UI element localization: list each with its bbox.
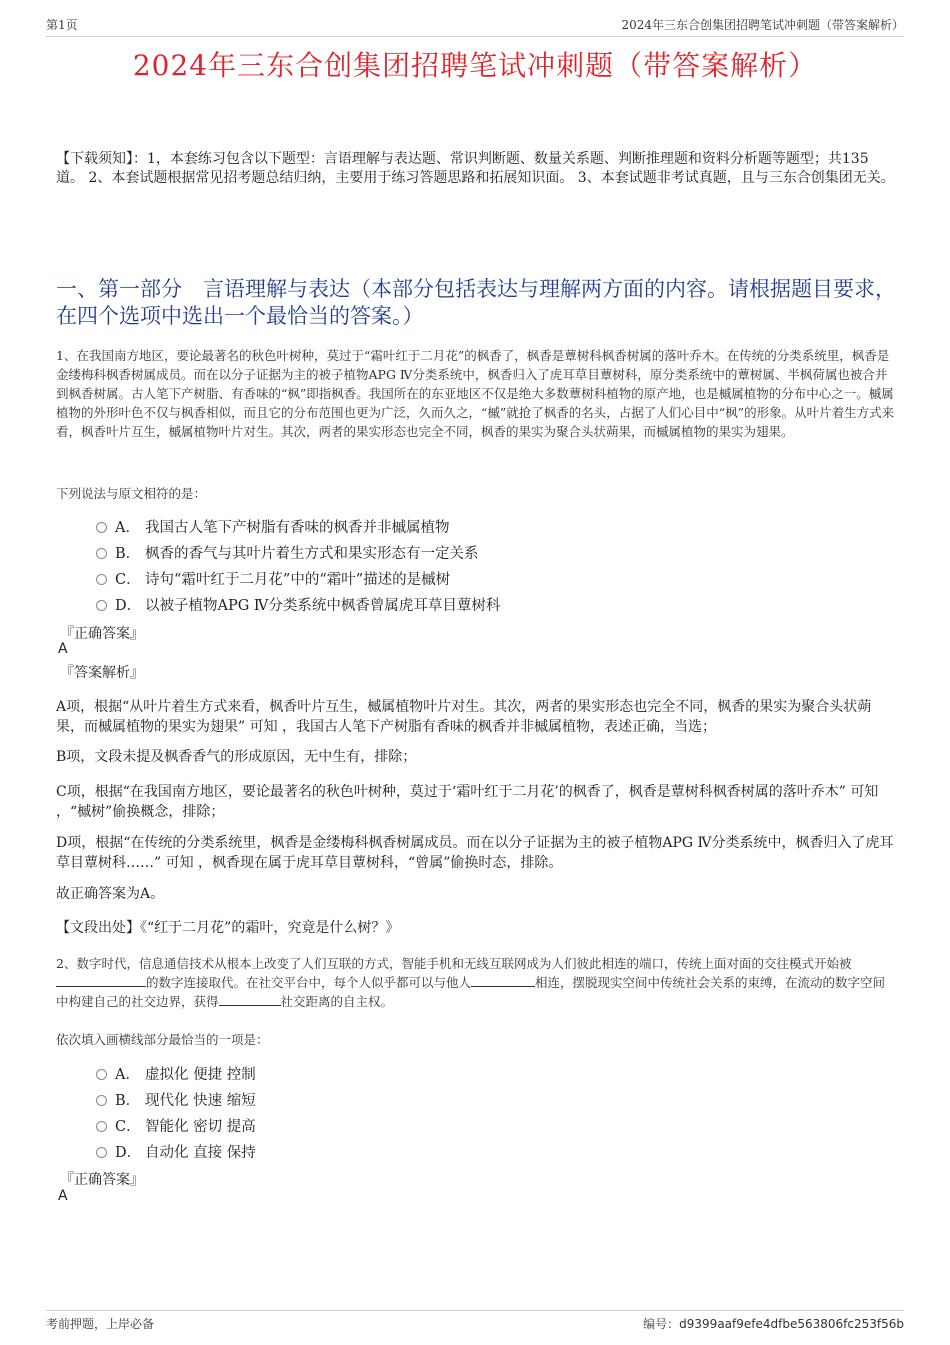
correct-answer-value: A: [58, 641, 68, 657]
fill-blank-2[interactable]: [471, 974, 535, 987]
question-1-option-d[interactable]: D． 以被子植物APG Ⅳ分类系统中枫香曾属虎耳草目蕈树科: [96, 594, 500, 615]
analysis-label: 『答案解析』: [60, 665, 144, 681]
radio-icon[interactable]: [96, 600, 107, 611]
radio-icon[interactable]: [96, 574, 107, 585]
radio-icon[interactable]: [96, 1121, 107, 1132]
footer-document-id: 编号：d9399aaf9efe4dfbe563806fc253f56b: [643, 1317, 904, 1331]
question-2-option-d[interactable]: D． 自动化 直接 保持: [96, 1141, 256, 1162]
question-2-option-c[interactable]: C． 智能化 密切 提高: [96, 1115, 256, 1136]
correct-answer-label: 『正确答案』: [60, 626, 144, 642]
correct-answer-label: 『正确答案』: [60, 1172, 144, 1188]
footer-slogan: 考前押题，上岸必备: [46, 1317, 155, 1331]
question-1-option-a[interactable]: A． 我国古人笔下产树脂有香味的枫香并非槭属植物: [96, 516, 450, 537]
document-title: 2024年三东合创集团招聘笔试冲刺题（带答案解析）: [132, 49, 818, 82]
page-footer: [46, 1310, 904, 1333]
question-2-passage: 2、数字时代，信息通信技术从根本上改变了人们互联的方式，智能手机和无线互联网成为人们彼此相连的端口，传统上面对面的交往模式开始被的数字连接取代。在社交平台中，每个人似乎都可以与他人 相连，摆脱现实空间中传统社会关系的束缚，在流动的数字空间中构建自己的社交边界，获得 社交距离的自主权。: [56, 956, 886, 1009]
analysis-b: B项，文段未提及枫香香气的形成原因，无中生有，排除；: [56, 749, 417, 765]
passage-source: 【文段出处】《“红于二月花”的霜叶，究竟是什么树？》: [56, 920, 400, 936]
radio-icon[interactable]: [96, 1069, 107, 1080]
analysis-d: D项，根据“在传统的分类系统里，枫香是金缕梅科枫香树属成员。而在以分子证据为主的被子植物APG Ⅳ分类系统中，枫香归入了虎耳草目蕈树科……” 可知 ，枫香现在属于虎耳草目蕈树科，“曾属”偷换时态，排除。: [56, 835, 894, 871]
question-2-prompt: 依次填入画横线部分最恰当的一项是：: [56, 1032, 269, 1047]
section-title: 一、第一部分 言语理解与表达（本部分包括表达与理解两方面的内容。请根据题目要求，在四个选项中选出一个最恰当的答案。）: [56, 277, 896, 328]
page-number: 第1页: [46, 18, 78, 32]
analysis-c: C项，根据“在我国南方地区，要论最著名的秋色叶树种，莫过于‘霜叶红于二月花’的枫香了，枫香是蕈树科枫香树属的落叶乔木” 可知 ，“槭树”偷换概念，排除；: [56, 784, 879, 820]
question-1-passage: 1、在我国南方地区，要论最著名的秋色叶树种，莫过于“霜叶红于二月花”的枫香了，枫香是蕈树科枫香树属的落叶乔木。在传统的分类系统里，枫香是金缕梅科枫香树属成员。而在以分子证据为主的被子植物APG Ⅳ分类系统中，枫香归入了虎耳草目蕈树科，原分类系统中的蕈树属、半枫荷属也被合并到枫香树属。古人笔下产树脂、有香味的“枫”即指枫香。我国所在的东亚地区不仅是绝大多数蕈树科植物的原产地，也是槭属植物的分布中心之一。槭属植物的外形叶色不仅与枫香相似，而且它的分布范围也更为广泛，久而久之，“槭”就抢了枫香的名头，占据了人们心目中“枫”的形象。从叶片着生方式来看，枫香叶片互生，槭属植物叶片对生。其次，两者的果实形态也完全不同，枫香的果实为聚合头状蒴果，而槭属植物的果实为翅果。: [56, 348, 895, 439]
fill-blank-3[interactable]: [219, 993, 281, 1006]
page-header: [46, 14, 904, 37]
analysis-a: A项，根据“从叶片着生方式来看，枫香叶片互生，槭属植物叶片对生。其次，两者的果实形态也完全不同，枫香的果实为聚合头状蒴果，而槭属植物的果实为翅果” 可知 ，我国古人笔下产树脂有香味的枫香并非槭属植物，表述正确，当选；: [56, 699, 872, 735]
header-doc-title: 2024年三东合创集团招聘笔试冲刺题（带答案解析）: [621, 18, 904, 32]
question-1-option-b[interactable]: B． 枫香的香气与其叶片着生方式和果实形态有一定关系: [96, 542, 479, 563]
question-2-option-a[interactable]: A． 虚拟化 便捷 控制: [96, 1063, 256, 1084]
analysis-conclusion: 故正确答案为A。: [56, 886, 165, 902]
correct-answer-value: A: [58, 1188, 68, 1204]
fill-blank-1[interactable]: [56, 974, 146, 987]
radio-icon[interactable]: [96, 1095, 107, 1106]
radio-icon[interactable]: [96, 522, 107, 533]
question-2-option-b[interactable]: B． 现代化 快速 缩短: [96, 1089, 256, 1110]
question-1-prompt: 下列说法与原文相符的是：: [56, 486, 207, 501]
radio-icon[interactable]: [96, 548, 107, 559]
question-1-option-c[interactable]: C． 诗句“霜叶红于二月花”中的“霜叶”描述的是槭树: [96, 568, 450, 589]
radio-icon[interactable]: [96, 1147, 107, 1158]
download-notice: 【下载须知】：1，本套练习包含以下题型：言语理解与表达题、常识判断题、数量关系题、判断推理题和资料分析题等题型；共135道。 2、本套试题根据常见招考题总结归纳，主要用于练习答题思路和拓展知识面。 3、本套试题非考试真题，且与三东合创集团无关。: [56, 151, 895, 186]
